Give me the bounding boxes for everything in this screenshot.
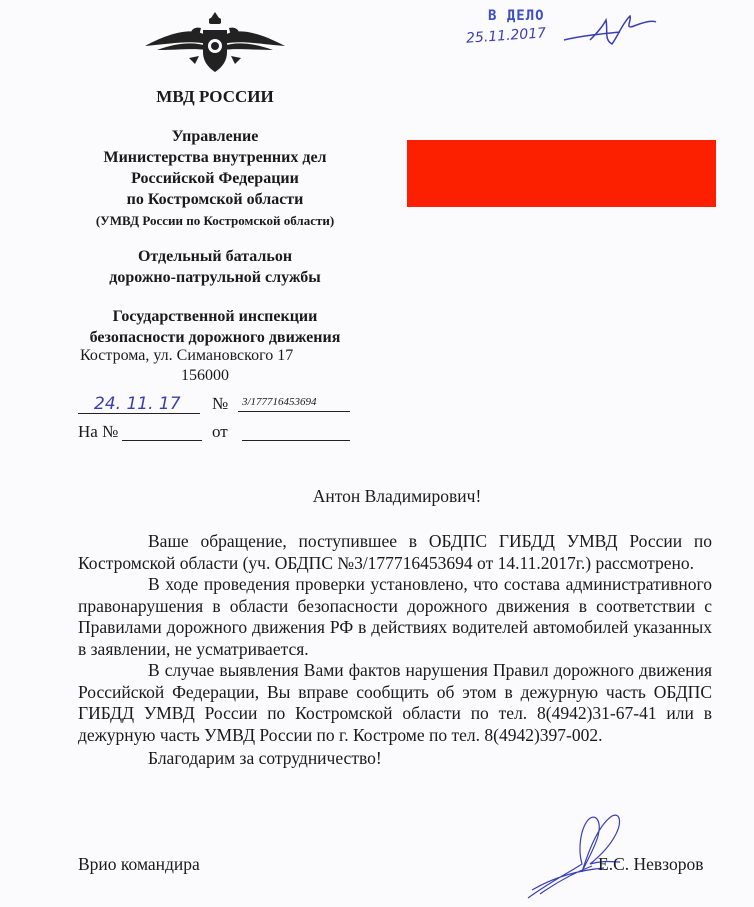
recipient-redaction	[407, 140, 716, 207]
from-field	[242, 422, 350, 441]
inspection-block	[60, 306, 370, 348]
paragraph: Благодарим за сотрудничество!	[148, 748, 382, 768]
agency-name: МВД РОССИИ	[156, 87, 274, 106]
department-block	[60, 126, 370, 231]
postcode: 156000	[181, 367, 229, 384]
letter-body	[78, 531, 712, 770]
signer-name: Е.С. Невзоров	[598, 854, 704, 874]
paragraph: В ходе проведения проверки установлено, что состава административного правонарушения в области безопасности дорожного движения в соответствии с Правилами дорожного движения РФ в действиях водителей автомобилей указанных в заявлении, не усматривается.	[78, 574, 712, 659]
department-line: Российской Федерации	[131, 170, 299, 187]
unit-block	[60, 246, 370, 288]
greeting: Антон Владимирович!	[312, 486, 482, 506]
stamp-signature-icon	[560, 10, 660, 50]
department-line: Министерства внутренних дел	[103, 149, 327, 166]
signer-position: Врио командира	[78, 854, 200, 874]
stamp-date: 25.11.2017	[465, 25, 547, 47]
department-line: Управление	[171, 128, 259, 145]
inspection-line: Государственной инспекции	[112, 308, 318, 325]
reference-block	[78, 394, 358, 446]
address: Кострома, ул. Симановского 17	[80, 347, 294, 364]
unit-line: дорожно-патрульной службы	[109, 269, 321, 286]
department-line: по Костромской области	[126, 191, 304, 208]
inspection-line: безопасности дорожного движения	[89, 329, 341, 346]
paragraph: Ваше обращение, поступившее в ОБДПС ГИБДД УМВД России по Костромской области (уч. ОБДПС №3/177716453694 от 14.11.2017г.) рассмотрено.	[78, 531, 712, 573]
outgoing-date: 24. 11. 17	[78, 394, 200, 414]
reply-to-field	[122, 422, 202, 441]
outgoing-number: 3/177716453694	[238, 396, 350, 412]
archive-stamp: В ДЕЛО	[488, 8, 545, 24]
from-label: от	[212, 422, 228, 441]
department-short: (УМВД России по Костромской области)	[95, 213, 335, 228]
paragraph: В случае выявления Вами фактов нарушения Правил дорожного движения Российской Федерации, Вы вправе сообщить об этом в дежурную часть ОБДПС ГИБДД УМВД России по Костромской области по тел. 8(4942)31-67-41 или в дежурную часть УМВД России по г. Костроме по тел. 8(4942)397-002.	[78, 660, 712, 745]
unit-line: Отдельный батальон	[137, 248, 293, 265]
reply-to-label: На №	[78, 422, 119, 441]
double-headed-eagle-emblem	[145, 8, 285, 80]
number-sign: №	[212, 394, 229, 413]
